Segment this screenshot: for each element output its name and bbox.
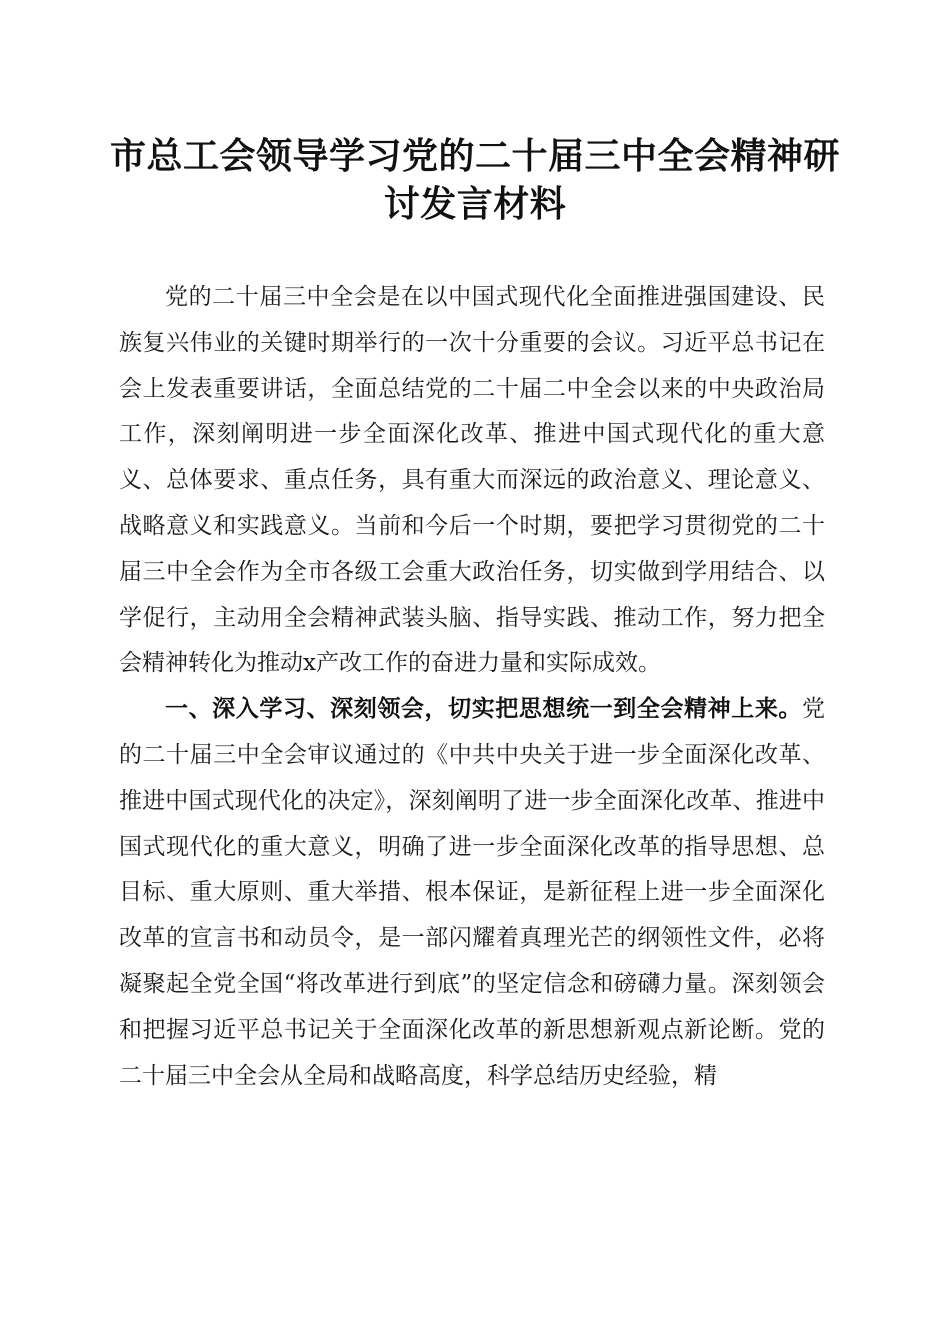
section-one-paragraph <box>119 687 825 1099</box>
document-body <box>119 275 825 1099</box>
section-one-heading: 一、深入学习、深刻领会，切实把思想统一到全会精神上来。 <box>165 696 802 723</box>
intro-paragraph: 党的二十届三中全会是在以中国式现代化全面推进强国建设、民族复兴伟业的关键时期举行的一次十分重要的会议。习近平总书记在会上发表重要讲话，全面总结党的二十届二中全会以来的中央政治局工作，深刻阐明进一步全面深化改革、推进中国式现代化的重大意义、总体要求、重点任务，具有重大而深远的政治意义、理论意义、战略意义和实践意义。当前和今后一个时期，要把学习贯彻党的二十届三中全会作为全市各级工会重大政治任务，切实做到学用结合、以学促行，主动用全会精神武装头脑、指导实践、推动工作，努力把全会精神转化为推动x产改工作的奋进力量和实际成效。 <box>119 284 825 677</box>
document-title: 市总工会领导学习党的二十届三中全会精神研讨发言材料 <box>109 135 840 225</box>
section-one-text: 党的二十届三中全会审议通过的《中共中央关于进一步全面深化改革、推进中国式现代化的决定》，深刻阐明了进一步全面深化改革、推进中国式现代化的重大意义，明确了进一步全面深化改革的指导思想、总目标、重大原则、重大举措、根本保证，是新征程上进一步全面深化改革的宣言书和动员令，是一部闪耀着真理光芒的纲领性文件，必将凝聚起全党全国“将改革进行到底”的坚定信念和磅礴力量。深刻领会和把握习近平总书记关于全面深化改革的新思想新观点新论断。党的二十届三中全会从全局和战略高度，科学总结历史经验，精 <box>119 696 825 1089</box>
